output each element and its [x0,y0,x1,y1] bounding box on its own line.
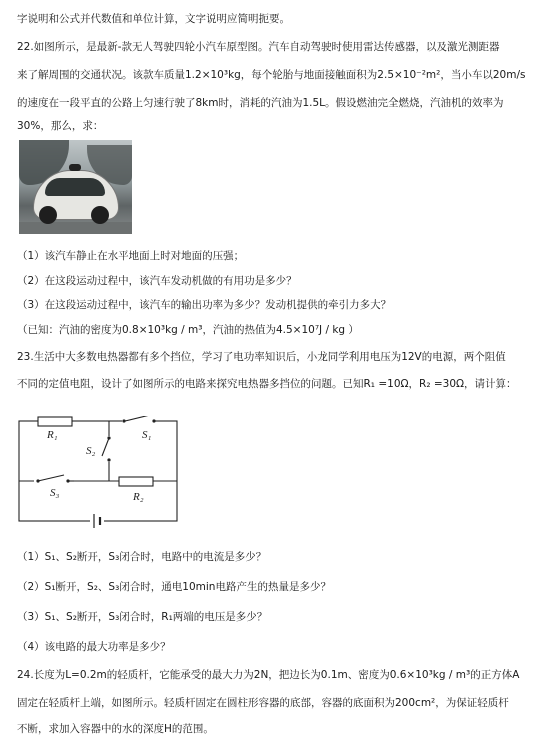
q22-given: （已知：汽油的密度为0.8×10³kg / m³，汽油的热值为4.5×10⁷J / kg ） [17,324,359,336]
q23-sub-4: （4）该电路的最大功率是多少？ [17,641,171,653]
label-s1: S₁ [142,429,152,441]
label-r2: R₂ [133,491,144,503]
line-intro: 字说明和公式并代数值和单位计算，文字说明应简明扼要。 [17,13,290,25]
q22-line-3: 的速度在一段平直的公路上匀速行驶了8km时，消耗的汽油为1.5L。假设燃油完全燃烧，汽油机的效率为 [17,97,504,109]
label-s2: S₂ [86,445,96,457]
q23-line-1: 23.生活中大多数电热器都有多个挡位，学习了电功率知识后，小龙同学利用电压为12V的电源，两个阻值 [17,351,506,363]
circuit-diagram [14,416,184,531]
q22-line-2: 来了解周围的交通状况。该款车质量1.2×10³kg，每个轮胎与地面接触面积为2.5×10⁻²m²，当小车以20m/s [17,69,526,81]
label-r1: R₁ [47,429,58,441]
q22-sub-3: （3）在这段运动过程中，该汽车的输出功率为多少？发动机提供的牵引力多大？ [17,299,392,311]
driverless-car-photo [19,140,132,234]
q22-sub-2: （2）在这段运动过程中，该汽车发动机做的有用功是多少？ [17,275,297,287]
q24-line-1: 24.长度为L=0.2m的轻质杆，它能承受的最大力为2N，把边长为0.1m、密度为0.6×10³kg / m³的正方体A [17,669,520,681]
q22-sub-1: （1）该汽车静止在水平地面上时对地面的压强； [17,250,245,262]
q24-line-2: 固定在轻质杆上端，如图所示。轻质杆固定在圆柱形容器的底部，容器的底面积为200cm²，为保证轻质杆 [17,697,509,709]
q22-line-4: 30%，那么，求： [17,120,104,132]
q22-line-1: 22.如图所示，是最新-款无人驾驶四轮小汽车原型图。汽车自动驾驶时使用雷达传感器，以及激光测距器 [17,41,500,53]
q23-sub-2: （2）S₁断开，S₂、S₃闭合时，通电10min电路产生的热量是多少？ [17,581,331,593]
q23-line-2: 不同的定值电阻，设计了如图所示的电路来探究电热器多挡位的问题。已知R₁ =10Ω，R₂ =30Ω，请计算： [17,378,517,390]
q24-line-3: 不断，求加入容器中的水的深度H的范围。 [17,723,214,735]
q23-sub-3: （3）S₁、S₂断开，S₃闭合时，R₁两端的电压是多少？ [17,611,268,623]
label-s3: S₃ [50,487,60,499]
q23-sub-1: （1）S₁、S₂断开，S₃闭合时，电路中的电流是多少？ [17,551,267,563]
